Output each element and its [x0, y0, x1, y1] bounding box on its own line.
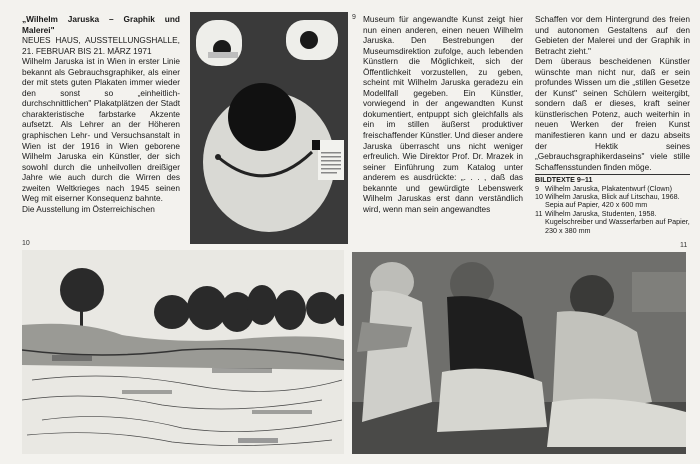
caption-item	[535, 193, 690, 210]
article-body-3: Museum für angewandte Kunst zeigt hier nun einen anderen, einen neuen Wilhelm Jaruska. Den Bestrebungen der Museumsdirektion zufolge, auch lebenden Künstlern die Möglichkeit, sich der Öffentlichkeit vorzustellen, zu geben, scheint mit Wilhelm Jaruska geradezu ein Modellfall gegeben. Ein Künstler, vorwiegend in der angewandten Kunst dokumentiert, entpuppt sich gleichfalls als ein im stillen äußerst produktiver freischaffender Künstler. Und dieser andere Jaruska überrascht uns nicht weniger erfreulich. Wie Direktor Prof. Dr. Mrazek in seiner Einführung zum Katalog unter anderem es ausdrückte: „. . . , daß das bekannte und gewürdigte Lebenswerk Wilhelm Jaruskas erst dann verständlich wird, wenn man sein angewandtes	[363, 14, 523, 214]
clown-poster-illustration	[190, 12, 348, 244]
page-number-10: 10	[22, 240, 30, 247]
caption-text: Wilhelm Jaruska, Studenten, 1958. Kugelschreiber und Wasserfarben auf Papier, 230 x 380 mm	[545, 208, 690, 235]
article-column-1	[22, 14, 180, 214]
caption-number: 11	[535, 208, 543, 218]
article-title: „Wilhelm Jaruska – Graphik und Malerei"	[22, 14, 180, 35]
caption-number: 9	[535, 183, 539, 193]
exhibition-venue: NEUES HAUS, AUSSTELLUNGSHALLE, 21. FEBRUAR BIS 21. MÄRZ 1971	[22, 35, 180, 56]
article-column-4	[535, 14, 690, 235]
image-captions	[535, 174, 690, 235]
article-body-1b: Die Ausstellung im Österreichischen	[22, 203, 155, 214]
caption-number: 10	[535, 192, 543, 202]
students-illustration	[352, 252, 686, 454]
article-column-3	[363, 14, 523, 214]
figure-11-students-painting	[352, 252, 686, 454]
article-body-1: Wilhelm Jaruska ist in Wien in erster Linie bekannt als Gebrauchsgraphiker, als einer der mit stets guten Plakaten immer wieder den sonst so „einheitlich-durchschnittlichen" Plakatplätzen der Stadt charakteristische farbstarke Akzente aufsetzt. Als Lehrer an der Höheren graphischen Lehr- und Versuchsanstalt in Wien ist der 1916 in Wien geborene Wilhelm Jaruska ein Künstler, der sich sowohl durch die unheilvollen dreißiger Jahre wie auch durch die Wirren des zweiten Weltkrieges nach 1945 seinen Weg mit eiserner Konsequenz bahnte.	[22, 56, 180, 204]
page-number-11: 11	[680, 242, 688, 249]
figure-10-landscape-drawing	[22, 250, 344, 454]
figure-9-clown-poster	[190, 12, 348, 244]
captions-heading: BILDTEXTE 9–11	[535, 174, 690, 184]
caption-item	[535, 210, 690, 235]
caption-text: Wilhelm Jaruska, Plakatentwurf (Clown)	[545, 183, 673, 193]
caption-text: Wilhelm Jaruska, Blick auf Litschau, 1968. Sepia auf Papier, 420 x 600 mm	[545, 192, 680, 210]
page-number-9: 9	[352, 14, 356, 21]
article-body-4b: Dem überaus bescheidenen Künstler wünschte man nicht nur, daß er sein profundes Wissen um die „stillen Gesetze der Kunst" seinen Schülern weitergibt, sondern daß er dieses, kraft seiner künstlerischen Potenz, auch weiterhin in neuen Werken der freien Kunst manifestieren kann und er dazu abseits der Hektik seines „Gebrauchsgraphikerdaseins" viele stille Schaffensstunden finden möge.	[535, 56, 690, 172]
litschau-landscape-illustration	[22, 250, 344, 454]
article-body-4: Schaffen vor dem Hintergrund des freien und autonomen Gestaltens auf den Gebieten der Malerei und der Graphik in Betracht zieht."	[535, 14, 690, 56]
